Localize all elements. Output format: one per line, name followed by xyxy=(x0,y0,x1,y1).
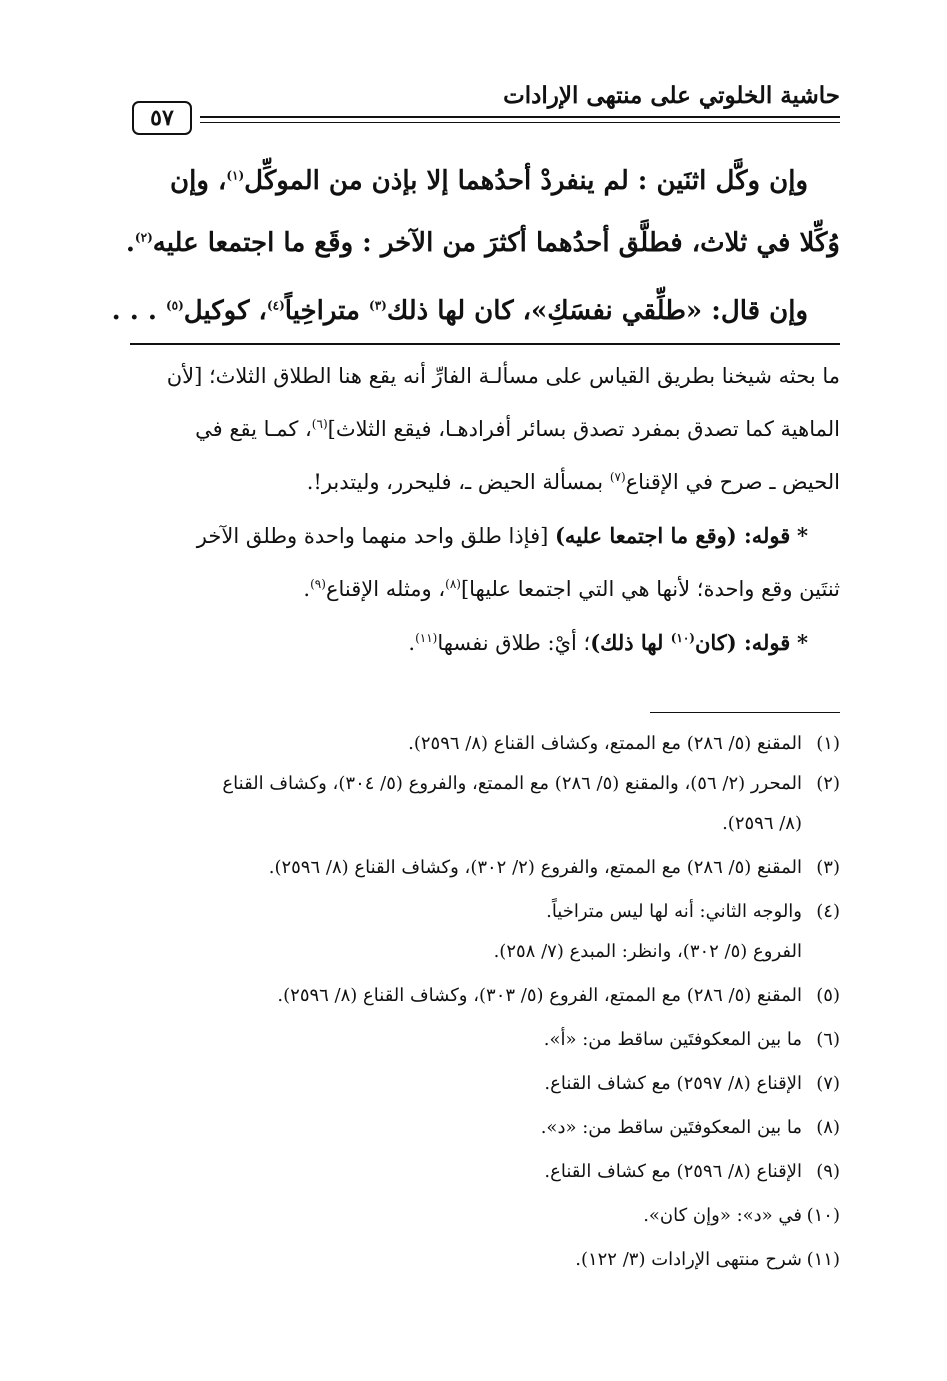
matn-block xyxy=(111,150,840,342)
footnote-7: (٧)الإقناع (٨/ ٢٥٩٧) مع كشاف القناع. xyxy=(544,1073,840,1094)
header-rule-thin xyxy=(200,122,840,123)
qawluh-label: قوله: (كان$^{(١٠)}$ لها ذلك) xyxy=(590,630,791,655)
footnote-3: (٣)المقنع (٥/ ٢٨٦) مع الممتع، والفروع (٢/ ٣٠٢)، وكشاف القناع (٨/ ٢٥٩٦). xyxy=(268,857,840,878)
sharh-qawluh-1-cont: ثنتَين وقع واحدة؛ لأنها هي التي اجتمعا عليها]$^{(٨)}$، ومثله الإقناع$^{(٩)}$. xyxy=(303,577,840,601)
footnote-ref: (٥) xyxy=(165,298,184,313)
footnote-10: (١٠)في «د»: «وإن كان». xyxy=(643,1205,840,1226)
matn-line-2: وُكِّلا في ثلاث، فطلَّق أحدُهما أكثرَ من الآخر : وقَع ما اجتمعا عليه$^{(٢)}$. xyxy=(125,228,840,258)
footnote-ref: (٤) xyxy=(266,298,285,313)
running-header-title: حاشية الخلوتي على منتهى الإرادات xyxy=(503,82,840,109)
matn-line-3: وإن قال: «طلِّقي نفسَكِ»، كان لها ذلك$^{(٣)}$ متراخِياً$^{(٤)}$، كوكيل$^{(٥)}$ . . . xyxy=(111,296,808,326)
footnote-ref: (١٠) xyxy=(670,631,695,645)
footnote-rule xyxy=(650,712,840,713)
footnote-ref: (١) xyxy=(226,168,245,183)
footnote-4-cont: الفروع (٥/ ٣٠٢)، وانظر: المبدع (٧/ ٢٥٨). xyxy=(493,941,802,962)
footnote-11: (١١)شرح منتهى الإرادات (٣/ ١٢٢). xyxy=(575,1249,840,1270)
footnote-ref: (٧) xyxy=(609,470,626,484)
sharh-line-3: الحيض ـ صرح في الإقناع$^{(٧)}$ بمسألة الحيض ـ، فليحرر، وليتدبر!. xyxy=(306,470,840,494)
matn-line-1: وإن وكَّل اثنَين : لم ينفردْ أحدُهما إلا بإذن من الموكِّل$^{(١)}$، وإن xyxy=(170,166,808,196)
sharh-block xyxy=(130,350,840,670)
qawluh-label: قوله: (وقع ما اجتمعا عليه) xyxy=(555,523,791,548)
footnote-ref: (٩) xyxy=(310,577,326,591)
footnote-8: (٨)ما بين المعكوفتَين ساقط من: «د». xyxy=(540,1117,840,1138)
footnote-9: (٩)الإقناع (٨/ ٢٥٩٦) مع كشاف القناع. xyxy=(544,1161,840,1182)
footnote-2: (٢)المحرر (٢/ ٥٦)، والمقنع (٥/ ٢٨٦) مع الممتع، والفروع (٥/ ٣٠٤)، وكشاف القناع xyxy=(222,773,840,794)
sharh-line-1: ما بحثه شيخنا بطريق القياس على مسألـة الفارِّ أنه يقع هنا الطلاق الثلاث؛ [لأن xyxy=(166,364,840,388)
footnote-5: (٥)المقنع (٥/ ٢٨٦) مع الممتع، الفروع (٥/ ٣٠٣)، وكشاف القناع (٨/ ٢٥٩٦). xyxy=(277,985,840,1006)
sharh-qawluh-2: * قوله: (كان$^{(١٠)}$ لها ذلك)؛ أيْ: طلاق نفسها$^{(١١)}$. xyxy=(408,630,808,655)
footnotes-block xyxy=(130,724,840,1280)
footnote-1: (١)المقنع (٥/ ٢٨٦) مع الممتع، وكشاف القناع (٨/ ٢٥٩٦). xyxy=(408,733,840,754)
star-marker: * xyxy=(797,523,808,548)
footnote-ref: (٣) xyxy=(369,298,387,313)
star-marker: * xyxy=(797,630,808,655)
matn-sharh-divider xyxy=(130,343,840,345)
footnote-4: (٤)والوجه الثاني: أنه لها ليس متراخياً. xyxy=(546,901,840,922)
sharh-qawluh-1: * قوله: (وقع ما اجتمعا عليه) [فإذا طلق واحد منهما واحدة وطلق الآخر xyxy=(196,523,808,548)
header-rule xyxy=(200,116,840,118)
footnote-ref: (١١) xyxy=(415,631,438,645)
footnote-ref: (٢) xyxy=(134,230,153,245)
footnote-ref: (٦) xyxy=(311,417,328,431)
sharh-line-2: الماهية كما تصدق بمفرد تصدق بسائر أفرادهـا، فيقع الثلاث]$^{(٦)}$، كمـا يقع في xyxy=(195,417,840,441)
footnote-6: (٦)ما بين المعكوفتَين ساقط من: «أ». xyxy=(543,1029,840,1050)
footnote-2-cont: (٨/ ٢٥٩٦). xyxy=(722,813,802,834)
page-number-box: ٥٧ xyxy=(132,101,192,135)
footnote-ref: (٨) xyxy=(445,577,461,591)
